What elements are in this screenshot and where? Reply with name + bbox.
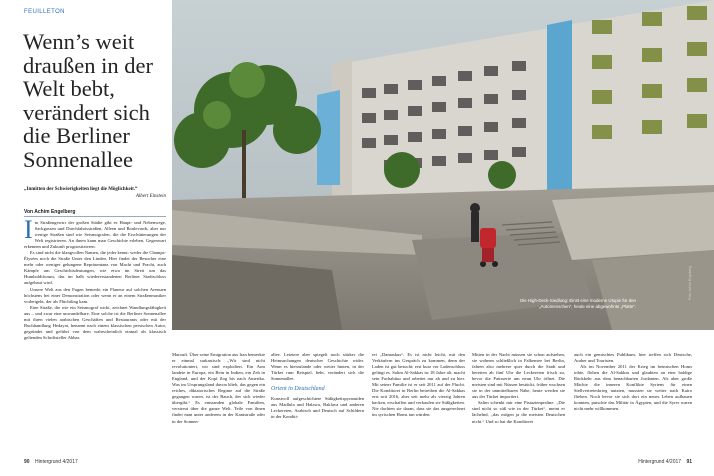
text-column-5 — [472, 352, 565, 452]
epigraph-attribution: Albert Einstein — [135, 193, 166, 199]
housing-estate-photo — [172, 0, 714, 330]
text-column-4 — [372, 352, 465, 452]
section-subhead: Orient in Deutschland — [271, 386, 325, 393]
page-number-left: 90 — [24, 459, 30, 465]
paragraph: Es sind nicht die klangvollen Namen, die jeder kennt: weder die Champs-Élysées noch die Straße Unter den Linden. Hier findet der Besucher eine mehr oder weniger gelungene Repräsentanz von Macht und Pracht, auch Kämpfe um Geschichtsdeutungen, wie etwa im Streit um das Humboldtforum, das im halb wiedererstandenen Berliner Stadtschloss aufgebaut wird. — [24, 250, 166, 286]
text-column-2 — [172, 352, 265, 452]
article-headline: Wenn’s weit draußen in der Welt bebt, verändert sich die Berliner Sonnenallee — [23, 29, 153, 172]
paragraph-text: m Straßengewirr der großen Städte gibt es Haupt- und Nebenwege, Sackgassen und Durchfahrtsstraßen, Alleen und Boulevards, aber nur wenige Straßen sind wie Seismografen, die die Erschütterungen der Welt registrieren. An ihnen kann man Geschichte erleben, Gegenwart erkennen und Zukunft prognostizieren. — [24, 220, 166, 250]
drop-cap: I — [24, 220, 33, 244]
paragraph: Mitten in der Nacht müssen sie schon aufstehen, sie wohnen schließlich in Falkensee bei Berlin, fahren also mehrere quer durch die Stadt und bereiten ab fünf Uhr die Leckereien frisch zu, bevor die Patisserie um neun Uhr öffnet. Die meisten sind mit Nüssen bestückt, früher wuchsen sie in der unmittelbaren Nähe, heute werden sie aus der Türkei importiert. — [472, 352, 565, 400]
paragraph: Maroufi. Über seine Emigration aus Iran bemerkte er einmal sarkastisch: „Wir sind nicht revolutioniert, wir sind explodiert. Ein Arm landete in Europa, ein Bein in Indien, ein Zeh in England, und der Kopf flog bis nach Amerika. Was im Ursprungsland davon blieb, das gegen ein reiches, diktatorisches Regime auf die Straße gegangen waren, ist der Bauch, der sich wieder übergibt.“ Es entstanden globale Familien, verstreut über die ganze Welt. Teile von ihnen findet man unter anderem in der Kantstraße oder in der Sonnen- — [172, 352, 265, 424]
text-column-1 — [24, 220, 166, 452]
paragraph: allee. Letztere aber spiegelt noch stärker die Heimsuchungen deutscher Geschichte wider. Wenn es hierzulande oder weiter hinten, in der Türkei rum Beispiel, bebt, verändert sich die Sonnenallee. — [271, 352, 364, 382]
author-byline: Von Achim Engelberg — [24, 209, 76, 215]
text-column-6 — [574, 352, 692, 452]
paragraph: auch ein gemischtes Publikum, hier treffen sich Deutsche, Araber und Touristen. — [574, 352, 692, 364]
paragraph: Salim schenkt mir eine Pistazienpraline. „Die sind nicht so süß wie in der Türkei“, meint er lächelnd, „das mögen ja die meisten Deutschen nicht.“ Und so hat die Konditorei — [472, 400, 565, 424]
photo-illustration — [172, 0, 714, 330]
photo-credit: Foto: Achim Engelberg — [688, 265, 692, 300]
paragraph — [24, 220, 166, 250]
publication-right: Hintergrund 4/2017 — [638, 459, 682, 465]
byline-rule — [24, 216, 166, 217]
text-column-3 — [271, 352, 364, 452]
folio-left — [24, 459, 78, 465]
paragraph: Unsere Welt aus den Fugen bemerkt ein Flaneur auf solchen Avenuen höchstens bei einer Demonstration oder wenn er an einem Straßenmusiker vorbeigeht, der als Flüchtling kam. — [24, 286, 166, 304]
publication-left: Hintergrund 4/2017 — [34, 459, 78, 465]
page-number-right: 91 — [686, 459, 692, 465]
epigraph — [24, 187, 166, 200]
rubric-label: FEUILLETON — [24, 9, 65, 15]
paragraph: Als im November 2011 der Krieg im heimischen Homs tobte, flohen die Al-Sakkas und glaubten an eine baldige Rückkehr aus dem benachbarten Jordanien. Als aber große Mächte die inneren Konflikte Syriens für einen Stellvertreterkrieg nutzten, mussten sie weiter nach Kairo fliehen. Noch bevor sie sich dort ein neues Leben aufbauen konnten, putschte das Militär in Ägypten, und die Syrer waren nicht mehr willkommen. — [574, 364, 692, 412]
epigraph-quote: „Inmitten der Schwierigkeiten liegt die Möglichkeit.“ — [24, 187, 138, 192]
paragraph: Kunstvoll aufgeschichtete Süßigkeitspyramiden aus Madlula und Halawa, Baklava und anderen Leckereien, Arabisch und Deutsch auf Schildern in der Konditi- — [271, 396, 364, 420]
paragraph: rei „Damaskus“. Es ist nicht leicht, mit den Verkäufern ins Gespräch zu kommen, denn der Laden ist gut besucht; erst kurz vor Ladenschluss gelingt es. Salim Al-Sakkas ist 18 Jahre alt, macht sein Fachabitur und arbeitet nur ab und zu hier. Mit seiner Familie ist er seit 2011 auf der Flucht. Die Konditorei in Berlin betreiben die Al-Sakkas erst seit 2016, aber seit mehr als vierzig Jahren backen, erschaffen und verkaufen sie Süßigkeiten. Nie dachten sie daran, dass sie das ausgerechnet im syrischen Homs tun würden. — [372, 352, 465, 418]
folio-right — [638, 459, 692, 465]
paragraph: Eine Straße, die wie ein Seismograf wirkt, zeichnet Wandlungsfähigkeit aus – und zwar eine unwandelbare. Eine solche ist die Berliner Sonnenallee mit ihren vielen arabischen Geschäften und Restaurants oder mit der Buchhandlung Hedayat, benannt nach einem klassischen persischen Autor, gegründet und geführt von dem wahrscheinlich einmal als klassisch geltenden Schriftsteller Abbas — [24, 304, 166, 340]
photo-caption: Die High-Deck-Siedlung: Einst eine moderne Utopie für den „Automenschen“, heute eine abgewohnte „Platte“. — [520, 298, 636, 309]
